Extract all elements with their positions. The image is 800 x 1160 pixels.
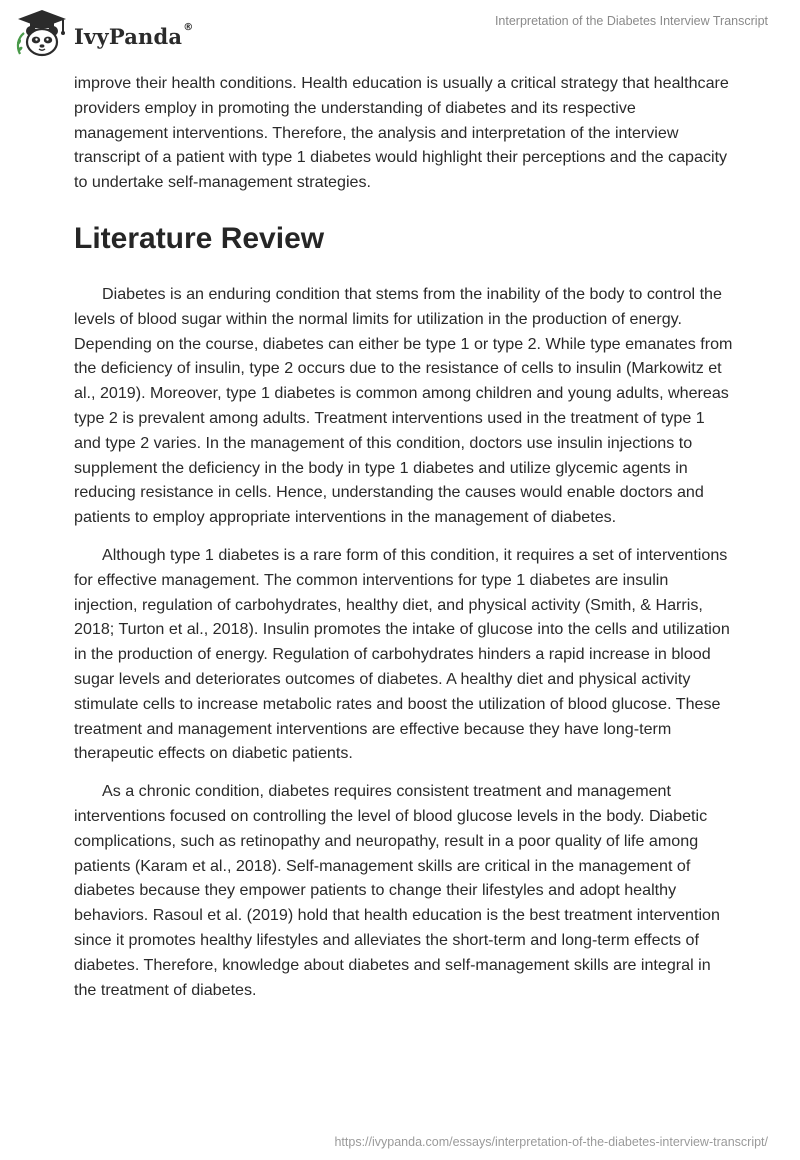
intro-paragraph: improve their health conditions. Health education is usually a critical strategy that healthcare providers employ in promoting the understanding of diabetes and its respective management interventions. Therefore, the analysis and interpretation of the interview transcript of a patient with type 1 diabetes would highlight their perceptions and the capacity to undertake self-management strategies.: [74, 74, 729, 192]
brand-name: IvyPanda®: [74, 21, 194, 49]
essay-body: [74, 71, 734, 1015]
document-title: Interpretation of the Diabetes Interview Transcript: [494, 14, 768, 28]
section-heading: Literature Review: [74, 221, 325, 255]
body-paragraph: Diabetes is an enduring condition that stems from the inability of the body to control the levels of blood sugar within the normal limits for utilization in the production of energy. Depending on the course, diabetes can either be type 1 or type 2. While type emanates from the deficiency of insulin, type 2 occurs due to the resistance of cells to insulin (Markowitz et al., 2019). Moreover, type 1 diabetes is common among children and young adults, whereas type 2 is prevalent among adults. Treatment interventions used in the treatment of type 1 and type 2 varies. In the management of this condition, doctors use insulin injections to supplement the deficiency in the body in type 1 diabetes and utilize glycemic agents in reducing resistance in cells. Hence, understanding the causes would enable doctors and patients to employ appropriate interventions in the management of diabetes.: [74, 284, 733, 527]
source-url[interactable]: https://ivypanda.com/essays/interpretation-of-the-diabetes-interview-transcript/: [334, 1135, 768, 1149]
body-paragraph: Although type 1 diabetes is a rare form of this condition, it requires a set of interventions for effective management. The common interventions for type 1 diabetes are insulin injection, regulation of carbohydrates, healthy diet, and physical activity (Smith, & Harris, 2018; Turton et al., 2018). Insulin promotes the intake of glucose into the cells and utilization in the production of energy. Regulation of carbohydrates hinders a rapid increase in blood sugar levels and deteriorates outcomes of diabetes. A healthy diet and physical activity stimulate cells to increase metabolic rates and boost the utilization of blood glucose. These treatment and management interventions are effective because they have long-term therapeutic effects on diabetic patients.: [74, 545, 730, 763]
brand-logo[interactable]: [14, 8, 193, 60]
body-paragraph: As a chronic condition, diabetes requires consistent treatment and management interventions focused on controlling the level of blood glucose levels in the body. Diabetic complications, such as retinopathy and neuropathy, result in a poor quality of life among patients (Karam et al., 2018). Self-management skills are critical in the management of diabetes because they empower patients to change their lifestyles and adopt healthy behaviors. Rasoul et al. (2019) hold that health education is the best treatment intervention since it promotes healthy lifestyles and alleviates the short-term and long-term effects of diabetes. Therefore, knowledge about diabetes and self-management skills are integral in the treatment of diabetes.: [74, 782, 720, 999]
page-header: [0, 0, 800, 70]
panda-graduate-icon: [14, 8, 70, 60]
